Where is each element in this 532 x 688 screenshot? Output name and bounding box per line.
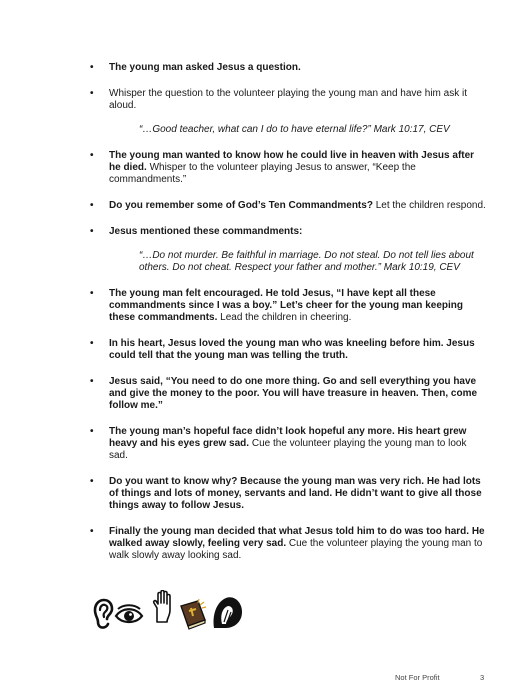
footer-text: Not For Profit xyxy=(395,673,440,682)
scripture-quote: “…Do not murder. Be faithful in marriage. Do not steal. Do not tell lies about others. Do not cheat. Respect your father and mother.” Mark 10:19, CEV xyxy=(139,250,474,273)
list-item: • Finally the young man decided that what Jesus told him to do was too hard. He walked away slowly, feeling very sad. Cue the volunteer playing the young man to walk slowly away looking sad. xyxy=(90,526,485,561)
list-item: • The young man wanted to know how he could live in heaven with Jesus after he died. Whisper to the volunteer playing Jesus to answer, “Keep the commandments.” xyxy=(90,150,475,185)
lesson-list xyxy=(88,62,488,576)
ear-icon xyxy=(92,598,114,630)
list-item: • Do you remember some of God’s Ten Commandments? Let the children respond. xyxy=(90,200,486,211)
page-number: 3 xyxy=(480,673,485,682)
bible-icon xyxy=(178,598,208,630)
list-item: • Jesus mentioned these commandments: “…Do not murder. Be faithful in marriage. Do not steal. Do not tell lies about others. Do not cheat. Respect your father and mother.” Mark 10:19, CEV xyxy=(88,226,488,274)
sense-icons xyxy=(92,590,252,634)
list-item: • The young man asked Jesus a question. xyxy=(90,62,301,73)
hand-icon xyxy=(150,590,176,624)
list-item: • Whisper the question to the volunteer playing the young man and have him ask it aloud. “…Good teacher, what can I do to have eternal life?” Mark 10:17, CEV xyxy=(88,88,488,136)
praying-hands-icon xyxy=(210,594,244,630)
list-item: • In his heart, Jesus loved the young man who was kneeling before him. Jesus could tell that the young man was telling the truth. xyxy=(90,338,475,361)
scripture-quote: “…Good teacher, what can I do to have eternal life?” Mark 10:17, CEV xyxy=(139,124,450,135)
list-item: • Do you want to know why? Because the young man was very rich. He had lots of things and lots of money, servants and land. He didn’t want to give all those things away to follow Jesus. xyxy=(90,476,482,511)
eye-icon xyxy=(114,604,144,626)
list-item: • Jesus said, “You need to do one more thing. Go and sell everything you have and give the money to the poor. You will have treasure in heaven. Then, come follow me.” xyxy=(90,376,478,411)
list-item: • The young man felt encouraged. He told Jesus, “I have kept all these commandments since I was a boy.” Let’s cheer for the young man keeping these commandments. Lead the children in cheering. xyxy=(90,288,463,323)
list-item: • The young man’s hopeful face didn’t look hopeful any more. His heart grew heavy and his eyes grew sad. Cue the volunteer playing the young man to look sad. xyxy=(90,426,467,461)
